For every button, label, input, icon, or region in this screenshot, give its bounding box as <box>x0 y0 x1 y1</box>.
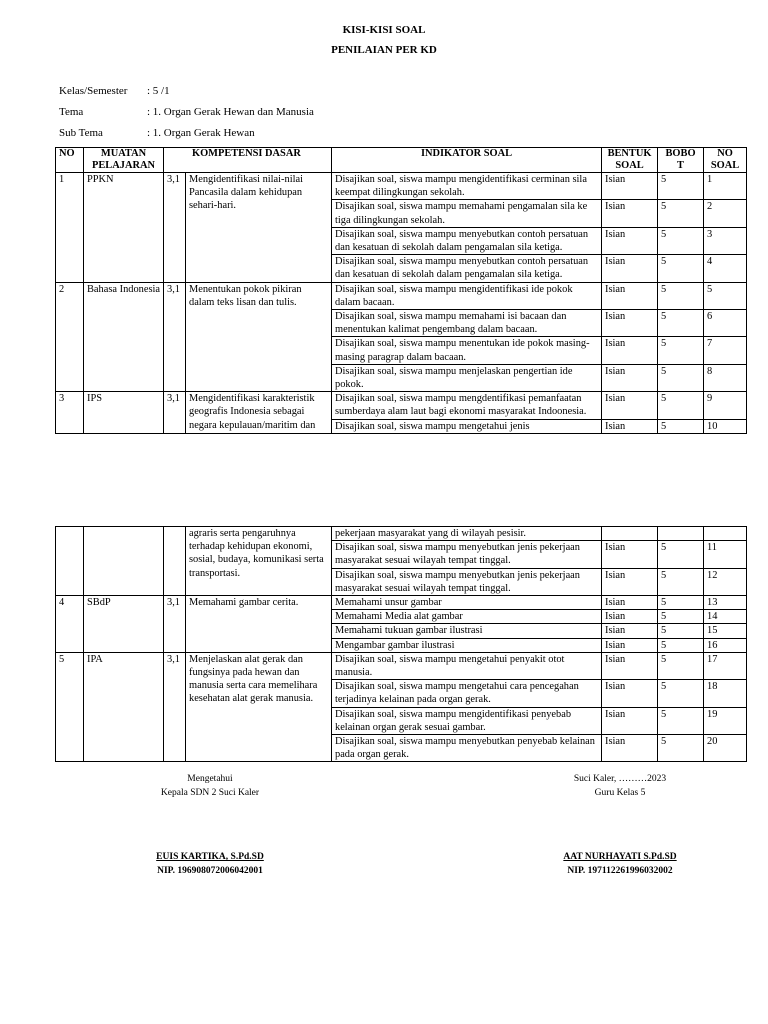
table-row <box>56 392 747 419</box>
meta-value-tema: : 1. Organ Gerak Hewan dan Manusia <box>147 106 314 118</box>
row-bobot <box>658 527 704 541</box>
kisi-table-part2 <box>55 526 747 762</box>
row-bentuk: Isian <box>602 337 658 364</box>
row-nosoal <box>704 527 747 541</box>
row-bobot: 5 <box>658 200 704 227</box>
row-bentuk: Isian <box>602 173 658 200</box>
header-indikator: INDIKATOR SOAL <box>332 148 602 173</box>
row-no: 3 <box>56 392 84 434</box>
row-nosoal: 8 <box>704 364 747 391</box>
header-nosoal: NO SOAL <box>704 148 747 173</box>
row-nosoal: 3 <box>704 227 747 254</box>
row-bobot: 5 <box>658 541 704 568</box>
row-bobot: 5 <box>658 735 704 762</box>
row-nosoal: 5 <box>704 282 747 309</box>
row-indikator: Disajikan soal, siswa mampu menyebutkan jenis pekerjaan masyarakat sesuai wilayah tempat tinggal. <box>332 541 602 568</box>
row-nosoal: 16 <box>704 638 747 652</box>
row-nosoal: 18 <box>704 680 747 707</box>
sig-left-name <box>110 852 310 862</box>
row-nosoal: 11 <box>704 541 747 568</box>
row-indikator: Disajikan soal, siswa mampu menyebutkan contoh persatuan dan kesatuan di sekolah dalam pengamalan sila ketiga. <box>332 227 602 254</box>
row-bentuk: Isian <box>602 541 658 568</box>
row-indikator: Disajikan soal, siswa mampu memahami pengamalan sila ke tiga dilingkungan sekolah. <box>332 200 602 227</box>
header-muatan: MUATAN PELAJARAN <box>84 148 164 173</box>
row-muatan: Bahasa Indonesia <box>84 282 164 392</box>
row-indikator: Disajikan soal, siswa mampu menjelaskan pengertian ide pokok. <box>332 364 602 391</box>
row-bentuk: Isian <box>602 652 658 679</box>
row-kd-no: 3,1 <box>164 173 186 283</box>
row-kd-no: 3,1 <box>164 282 186 392</box>
row-no: 4 <box>56 596 84 653</box>
page-subtitle: PENILAIAN PER KD <box>331 44 437 56</box>
row-bentuk: Isian <box>602 227 658 254</box>
row-muatan: IPA <box>84 652 164 762</box>
row-nosoal: 10 <box>704 419 747 433</box>
row-no: 2 <box>56 282 84 392</box>
table-row <box>56 527 747 541</box>
header-no: NO <box>56 148 84 173</box>
meta-label-subtema: Sub Tema <box>59 127 103 139</box>
row-nosoal: 4 <box>704 255 747 282</box>
row-bobot: 5 <box>658 610 704 624</box>
row-bentuk: Isian <box>602 568 658 595</box>
table-body <box>56 527 747 762</box>
kisi-table-part1 <box>55 147 747 434</box>
row-nosoal: 12 <box>704 568 747 595</box>
row-bentuk <box>602 527 658 541</box>
row-muatan <box>84 527 164 596</box>
row-indikator: Disajikan soal, siswa mampu menentukan ide pokok masing-masing paragrap dalam bacaan. <box>332 337 602 364</box>
row-bobot: 5 <box>658 419 704 433</box>
row-no: 1 <box>56 173 84 283</box>
row-nosoal: 7 <box>704 337 747 364</box>
sig-right-nip: NIP. 197112261996032002 <box>567 866 673 876</box>
row-muatan: SBdP <box>84 596 164 653</box>
header-bobot: BOBO T <box>658 148 704 173</box>
row-bentuk: Isian <box>602 638 658 652</box>
table-row <box>56 596 747 610</box>
row-kd: Mengidentifikasi nilai-nilai Pancasila dalam kehidupan sehari-hari. <box>186 173 332 283</box>
row-bentuk: Isian <box>602 707 658 734</box>
meta-value-subtema: : 1. Organ Gerak Hewan <box>147 127 255 139</box>
row-indikator: Disajikan soal, siswa mampu mengetahui jenis <box>332 419 602 433</box>
row-muatan: PPKN <box>84 173 164 283</box>
table-row <box>56 173 747 200</box>
row-bentuk: Isian <box>602 364 658 391</box>
row-bobot: 5 <box>658 227 704 254</box>
row-bobot: 5 <box>658 282 704 309</box>
header-kd: KOMPETENSI DASAR <box>164 148 332 173</box>
meta-value-kelas: : 5 /1 <box>147 85 170 97</box>
meta-label-kelas: Kelas/Semester <box>59 85 128 97</box>
page-title: KISI-KISI SOAL <box>342 24 426 36</box>
row-bentuk: Isian <box>602 282 658 309</box>
header-bentuk: BENTUK SOAL <box>602 148 658 173</box>
row-bobot: 5 <box>658 392 704 419</box>
row-bentuk: Isian <box>602 596 658 610</box>
row-kd-no: 3,1 <box>164 392 186 434</box>
sig-right-line2: Guru Kelas 5 <box>594 788 646 798</box>
row-indikator: Disajikan soal, siswa mampu memahami isi bacaan dan menentukan kalimat pengembang dalam bacaan. <box>332 310 602 337</box>
row-nosoal: 15 <box>704 624 747 638</box>
row-kd: Menentukan pokok pikiran dalam teks lisan dan tulis. <box>186 282 332 392</box>
row-indikator: Disajikan soal, siswa mampu menyebutkan penyebab kelainan pada organ gerak. <box>332 735 602 762</box>
sig-left-line1: Mengetahui <box>187 774 233 784</box>
row-bentuk: Isian <box>602 624 658 638</box>
row-indikator: Disajikan soal, siswa mampu menyebutkan contoh persatuan dan kesatuan di sekolah dalam pengamalan sila ketiga. <box>332 255 602 282</box>
row-bobot: 5 <box>658 173 704 200</box>
row-indikator: Memahami unsur gambar <box>332 596 602 610</box>
row-bentuk: Isian <box>602 735 658 762</box>
row-indikator: pekerjaan masyarakat yang di wilayah pesisir. <box>332 527 602 541</box>
sig-left-nip: NIP. 196908072006042001 <box>157 866 263 876</box>
row-bentuk: Isian <box>602 610 658 624</box>
table-body <box>56 173 747 434</box>
row-bobot: 5 <box>658 337 704 364</box>
table-header-row <box>56 148 747 173</box>
row-kd: agraris serta pengaruhnya terhadap kehidupan ekonomi, sosial, budaya, komunikasi serta transportasi. <box>186 527 332 596</box>
row-bentuk: Isian <box>602 255 658 282</box>
meta-label-tema: Tema <box>59 106 84 118</box>
row-indikator: Disajikan soal, siswa mampu mengdentifikasi pemanfaatan sumberdaya alam laut bagi ekonomi masyarakat Indoonesia. <box>332 392 602 419</box>
row-nosoal: 9 <box>704 392 747 419</box>
sig-right-name <box>520 852 720 862</box>
row-nosoal: 20 <box>704 735 747 762</box>
row-kd: Menjelaskan alat gerak dan fungsinya pada hewan dan manusia serta cara memelihara kesehatan alat gerak manusia. <box>186 652 332 762</box>
row-indikator: Disajikan soal, siswa mampu mengetahui cara pencegahan terjadinya kelainan pada organ gerak. <box>332 680 602 707</box>
row-bobot: 5 <box>658 624 704 638</box>
table-row <box>56 652 747 679</box>
row-no <box>56 527 84 596</box>
row-muatan: IPS <box>84 392 164 434</box>
row-nosoal: 1 <box>704 173 747 200</box>
row-bobot: 5 <box>658 255 704 282</box>
row-indikator: Disajikan soal, siswa mampu mengidentifikasi penyebab kelainan organ gerak sesuai gambar. <box>332 707 602 734</box>
row-bobot: 5 <box>658 310 704 337</box>
table-row <box>56 282 747 309</box>
row-bentuk: Isian <box>602 392 658 419</box>
row-bentuk: Isian <box>602 419 658 433</box>
sig-left-line2: Kepala SDN 2 Suci Kaler <box>160 788 260 798</box>
row-bobot: 5 <box>658 680 704 707</box>
row-indikator: Disajikan soal, siswa mampu mengetahui penyakit otot manusia. <box>332 652 602 679</box>
row-bobot: 5 <box>658 638 704 652</box>
row-kd-no: 3,1 <box>164 596 186 653</box>
row-kd-no: 3,1 <box>164 652 186 762</box>
row-bobot: 5 <box>658 364 704 391</box>
row-indikator: Memahami tukuan gambar ilustrasi <box>332 624 602 638</box>
row-bobot: 5 <box>658 707 704 734</box>
row-bentuk: Isian <box>602 680 658 707</box>
row-no: 5 <box>56 652 84 762</box>
row-kd: Mengidentifikasi karakteristik geografis Indonesia sebagai negara kepulauan/maritim dan <box>186 392 332 434</box>
row-nosoal: 19 <box>704 707 747 734</box>
row-nosoal: 17 <box>704 652 747 679</box>
sig-left-name-text: EUIS KARTIKA, S.Pd.SD <box>156 852 264 862</box>
sig-right-line1: Suci Kaler, ………2023 <box>573 774 667 784</box>
row-indikator: Memahami Media alat gambar <box>332 610 602 624</box>
row-bobot: 5 <box>658 568 704 595</box>
row-nosoal: 2 <box>704 200 747 227</box>
sig-right-name-text: AAT NURHAYATI S.Pd.SD <box>563 852 677 862</box>
row-indikator: Mengambar gambar ilustrasi <box>332 638 602 652</box>
row-bentuk: Isian <box>602 200 658 227</box>
row-indikator: Disajikan soal, siswa mampu menyebutkan jenis pekerjaan masyarakat sesuai wilayah tempat tinggal. <box>332 568 602 595</box>
row-nosoal: 14 <box>704 610 747 624</box>
row-indikator: Disajikan soal, siswa mampu mengidentifikasi ide pokok dalam bacaan. <box>332 282 602 309</box>
row-nosoal: 13 <box>704 596 747 610</box>
row-nosoal: 6 <box>704 310 747 337</box>
row-indikator: Disajikan soal, siswa mampu mengidentifikasi cerminan sila keempat dilingkungan sekolah. <box>332 173 602 200</box>
row-bobot: 5 <box>658 652 704 679</box>
row-kd-no <box>164 527 186 596</box>
row-kd: Memahami gambar cerita. <box>186 596 332 653</box>
row-bobot: 5 <box>658 596 704 610</box>
row-bentuk: Isian <box>602 310 658 337</box>
